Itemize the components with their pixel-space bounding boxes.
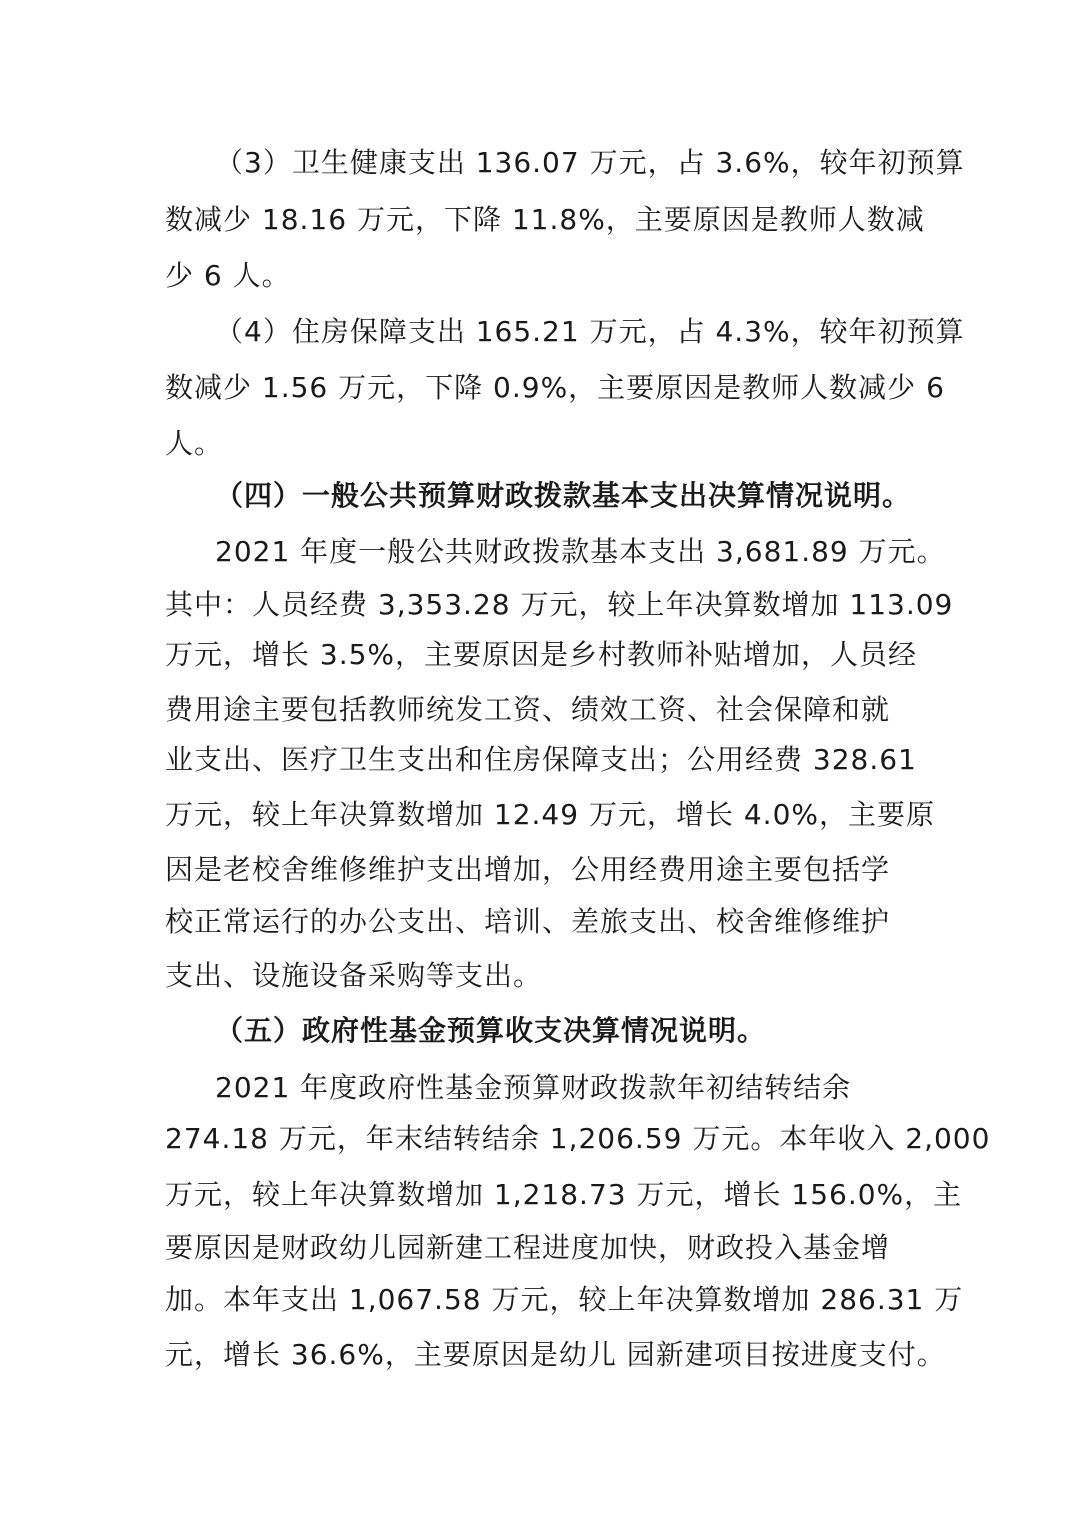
paragraph-basic-line-3: 万元，增长 3.5%，主要原因是乡村教师补贴增加，人员经 bbox=[165, 638, 918, 671]
paragraph-basic-line-9: 支出、设施设备采购等支出。 bbox=[165, 959, 543, 992]
paragraph-basic-line-6: 万元，较上年决算数增加 12.49 万元，增长 4.0%，主要原 bbox=[165, 798, 935, 831]
paragraph-housing-line-2: 数减少 1.56 万元，下降 0.9%，主要原因是教师人数减少 6 bbox=[165, 371, 945, 404]
paragraph-housing-line-3: 人。 bbox=[165, 427, 224, 460]
paragraph-fund-line-6: 元，增长 36.6%，主要原因是幼儿 园新建项目按进度支付。 bbox=[165, 1338, 946, 1371]
paragraph-housing-line-1: （4）住房保障支出 165.21 万元，占 4.3%，较年初预算 bbox=[215, 315, 965, 348]
paragraph-health-line-3: 少 6 人。 bbox=[165, 259, 291, 292]
section-heading-5: （五）政府性基金预算收支决算情况说明。 bbox=[215, 1014, 767, 1047]
paragraph-fund-line-3: 万元，较上年决算数增加 1,218.73 万元，增长 156.0%，主 bbox=[165, 1178, 963, 1211]
paragraph-basic-line-1: 2021 年度一般公共财政拨款基本支出 3,681.89 万元。 bbox=[215, 535, 946, 568]
paragraph-health-line-2: 数减少 18.16 万元，下降 11.8%，主要原因是教师人数减 bbox=[165, 203, 925, 236]
paragraph-basic-line-7: 因是老校舍维修维护支出增加，公用经费用途主要包括学 bbox=[165, 853, 891, 886]
paragraph-basic-line-8: 校正常运行的办公支出、培训、差旅支出、校舍维修维护 bbox=[165, 905, 891, 938]
paragraph-fund-line-1: 2021 年度政府性基金预算财政拨款年初结转结余 bbox=[215, 1071, 852, 1104]
paragraph-fund-line-5: 加。本年支出 1,067.58 万元，较上年决算数增加 286.31 万 bbox=[165, 1283, 964, 1316]
paragraph-basic-line-2: 其中：人员经费 3,353.28 万元，较上年决算数增加 113.09 bbox=[165, 588, 954, 621]
section-heading-4: （四）一般公共预算财政拨款基本支出决算情况说明。 bbox=[215, 479, 912, 512]
paragraph-health-line-1: （3）卫生健康支出 136.07 万元，占 3.6%，较年初预算 bbox=[215, 146, 965, 179]
paragraph-basic-line-4: 费用途主要包括教师统发工资、绩效工资、社会保障和就 bbox=[165, 693, 891, 726]
paragraph-fund-line-4: 要原因是财政幼儿园新建工程进度加快，财政投入基金增 bbox=[165, 1231, 891, 1264]
paragraph-basic-line-5: 业支出、医疗卫生支出和住房保障支出；公用经费 328.61 bbox=[165, 743, 917, 776]
paragraph-fund-line-2: 274.18 万元，年末结转结余 1,206.59 万元。本年收入 2,000 bbox=[165, 1122, 991, 1155]
